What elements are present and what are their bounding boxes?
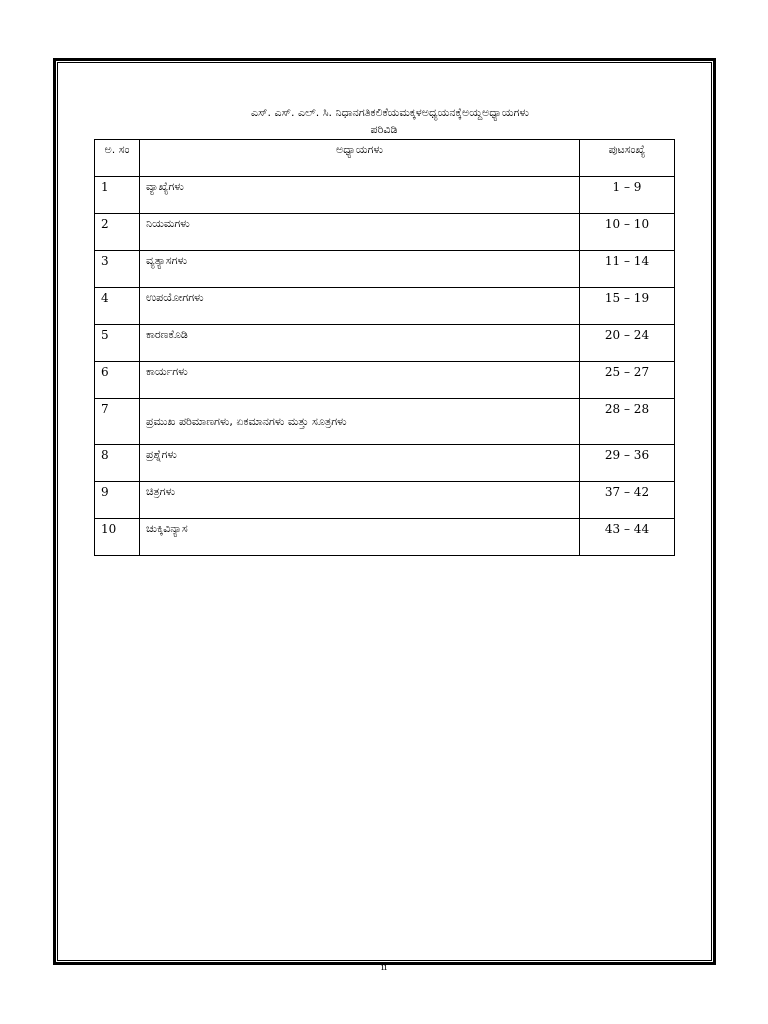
row-pages: 37 – 42 [580, 482, 675, 519]
row-serial: 7 [95, 399, 140, 445]
row-chapter [140, 399, 580, 445]
row-chapter: ಪ್ರಶ್ನೆಗಳು [140, 445, 580, 482]
row-chapter-text: ಪ್ರಮುಖ ಪರಿಮಾಣಗಳು, ಏಕಮಾನಗಳು ಮತ್ತು ಸೂತ್ರಗಳು [146, 415, 347, 428]
row-chapter: ವ್ಯತ್ಯಾಸಗಳು [140, 251, 580, 288]
row-pages: 11 – 14 [580, 251, 675, 288]
table-row [95, 214, 675, 251]
document-title: ಎಸ್. ಎಸ್. ಎಲ್. ಸಿ. ನಿಧಾನಗತಿಕಲಿಕೆಯಮಕ್ಕಳಅಧ್ಯಯನಕ್ಕೆಅಯ್ದಅಧ್ಯಾಯಗಳು [251, 106, 529, 119]
table-header-row [95, 140, 675, 177]
table-row [95, 325, 675, 362]
header-serial-number: ಅ. ಸಂ [95, 140, 140, 177]
row-chapter: ಚುಕ್ಕಿವಿನ್ಯಾಸ [140, 519, 580, 556]
header-page-numbers: ಪುಟಸಂಖ್ಯೆ [580, 140, 675, 177]
row-pages: 10 – 10 [580, 214, 675, 251]
table-row [95, 519, 675, 556]
contents-table [94, 139, 675, 556]
table-row [95, 362, 675, 399]
row-pages: 29 – 36 [580, 445, 675, 482]
header-chapters: ಅಧ್ಯಾಯಗಳು [140, 140, 580, 177]
page-number: ii [381, 963, 387, 973]
row-serial: 3 [95, 251, 140, 288]
row-chapter: ಚಿತ್ರಗಳು [140, 482, 580, 519]
table-row [95, 445, 675, 482]
row-serial: 6 [95, 362, 140, 399]
table-row [95, 288, 675, 325]
table-row [95, 177, 675, 214]
row-chapter: ನಿಯಮಗಳು [140, 214, 580, 251]
row-pages: 20 – 24 [580, 325, 675, 362]
row-serial: 5 [95, 325, 140, 362]
row-chapter: ವ್ಯಾಖ್ಯೆಗಳು [140, 177, 580, 214]
row-serial: 9 [95, 482, 140, 519]
row-serial: 1 [95, 177, 140, 214]
row-serial: 2 [95, 214, 140, 251]
document-subtitle: ಪರಿವಿಡಿ [370, 123, 398, 136]
row-serial: 4 [95, 288, 140, 325]
row-pages: 28 – 28 [580, 399, 675, 445]
table-row [95, 399, 675, 445]
row-chapter: ಕಾರಣಕೊಡಿ [140, 325, 580, 362]
row-pages: 1 – 9 [580, 177, 675, 214]
row-pages: 25 – 27 [580, 362, 675, 399]
row-chapter: ಉಪಯೋಗಗಳು [140, 288, 580, 325]
row-serial: 8 [95, 445, 140, 482]
table-row [95, 482, 675, 519]
row-chapter: ಕಾರ್ಯಗಳು [140, 362, 580, 399]
row-pages: 15 – 19 [580, 288, 675, 325]
row-pages: 43 – 44 [580, 519, 675, 556]
table-row [95, 251, 675, 288]
row-serial: 10 [95, 519, 140, 556]
